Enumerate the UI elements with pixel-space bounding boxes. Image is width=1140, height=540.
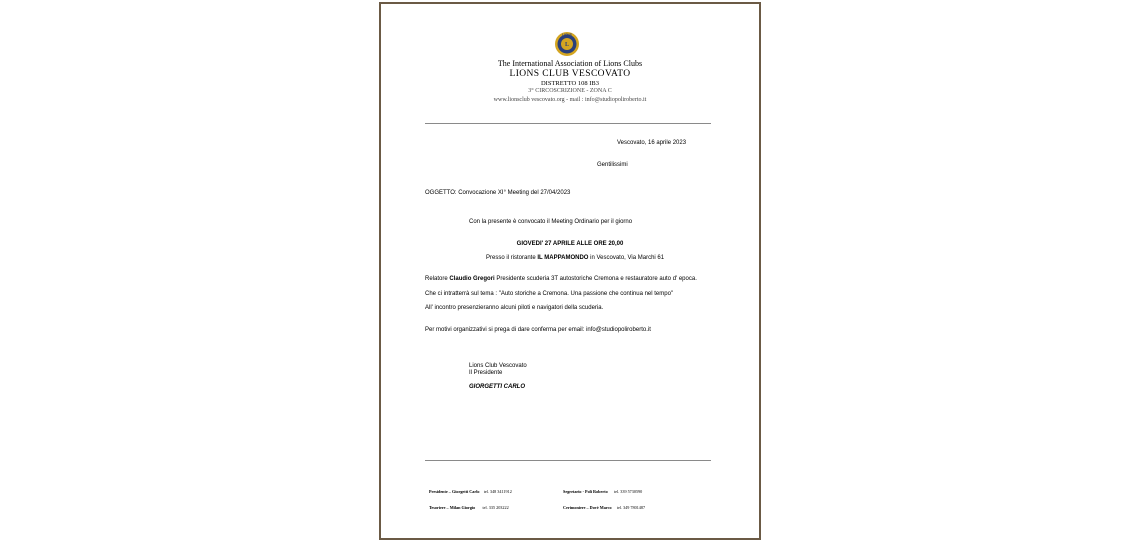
- footer-contact: Cerimoniere – Dovè Marco tel. 349 7801487: [563, 505, 646, 510]
- subject: OGGETTO: Convocazione XI° Meeting del 27/04/2023: [425, 190, 571, 196]
- intro: Con la presente è convocato il Meeting Ordinario per il giorno: [469, 219, 633, 225]
- header-contacts: www.lionsclub vescovato.org - mail : info@studiopoliroberto.it: [493, 97, 647, 103]
- event-datetime: GIOVEDI' 27 APRILE ALLE ORE 20,00: [516, 241, 624, 247]
- header-divider: [425, 123, 711, 124]
- signature-name: GIORGETTI CARLO: [469, 384, 525, 390]
- theme: Che ci intratterrà sul tema : "Auto storiche a Cremona. Una passione che continua nel tempo": [425, 291, 674, 297]
- venue: Presso il ristorante IL MAPPAMONDO in Vescovato, Via Marchi 61: [486, 255, 665, 261]
- lions-emblem-icon: [554, 31, 580, 57]
- club-name: LIONS CLUB VESCOVATO: [509, 69, 631, 79]
- footer-divider: [425, 460, 711, 461]
- footer-contact: Segretario - Poli Roberto tel. 339 5730590: [563, 489, 643, 494]
- logo-text: LIONS: [562, 33, 572, 38]
- footer-contact: Presidente – Giorgetti Carlo tel. 348 3411912: [429, 489, 512, 494]
- speaker: Relatore Claudio Gregori Presidente scuderia 3T autostoriche Cremona e restauratore auto d' epoca.: [425, 276, 697, 282]
- attendees: All' incontro presenzieranno alcuni piloti e navigatori della scuderia.: [425, 305, 604, 311]
- letter-page: [379, 2, 761, 540]
- salutation: Gentilissimi: [597, 162, 628, 168]
- signature-role: Il Presidente: [469, 370, 503, 376]
- svg-text:L: L: [564, 42, 570, 48]
- district: DISTRETTO 108 IB3: [540, 80, 600, 87]
- zone: 3° CIRCOSCRIZIONE - ZONA C: [528, 88, 612, 94]
- footer-contact: Tesoriere – Milan Giorgio tel. 335 203222: [429, 505, 509, 510]
- rsvp: Per motivi organizzativi si prega di dare conferma per email: info@studiopoliroberto.it: [425, 327, 651, 333]
- org-line: The International Association of Lions Clubs: [497, 59, 643, 68]
- signature-club: Lions Club Vescovato: [469, 363, 527, 369]
- place-date: Vescovato, 16 aprile 2023: [617, 140, 687, 146]
